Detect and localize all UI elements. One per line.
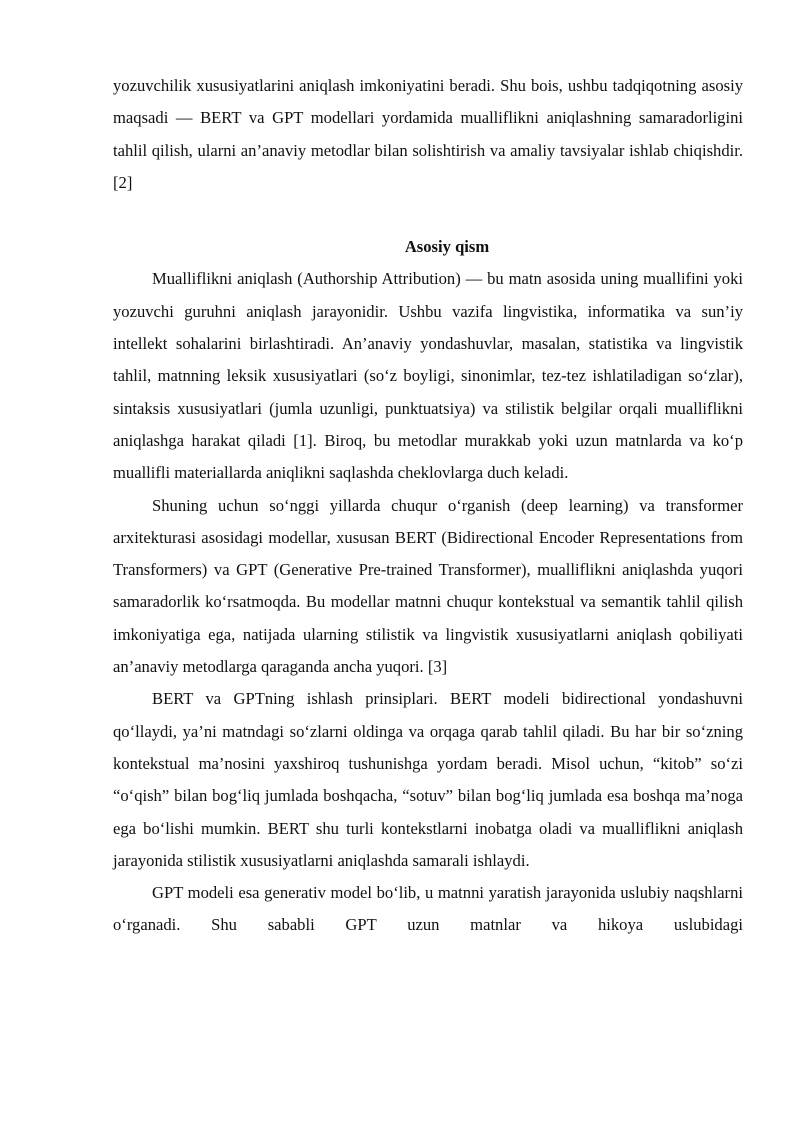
body-paragraph-3: BERT va GPTning ishlash prinsiplari. BERT modeli bidirectional yondashuvni qo‘llaydi, ya’ni matndagi so‘zlarni oldinga va orqaga qarab tahlil qiladi. Bu har bir so‘zning kontekstual ma’nosini yaxshiroq tushunishga yordam beradi. Misol uchun, “kitob” so‘zi “o‘qish” bilan bog‘liq jumlada boshqacha, “sotuv” bilan bog‘liq jumlada esa boshqa ma’noga ega bo‘lishi mumkin. BERT shu turli kontekstlarni inobatga oladi va mualliflikni aniqlash jarayonida stilistik xususiyatlarni aniqlashda samarali ishlaydi. <box>113 689 743 870</box>
body-paragraph-1: Mualliflikni aniqlash (Authorship Attribution) — bu matn asosida uning muallifini yoki yozuvchi guruhni aniqlash jarayonidir. Ushbu vazifa lingvistika, informatika va sun’iy intellekt sohalarini birlashtiradi. An’anaviy yondashuvlar, masalan, statistika va lingvistik tahlil, matnning leksik xususiyatlari (so‘z boyligi, sinonimlar, tez-tez ishlatiladigan so‘zlar), sintaksis xususiyatlari (jumla uzunligi, punktuatsiya) va stilistik belgilar orqali mualliflikni aniqlashga harakat qiladi [1]. Biroq, bu metodlar murakkab yoki uzun matnlarda va ko‘p muallifli materiallarda aniqlikni saqlashda cheklovlarga duch keladi. <box>113 269 743 483</box>
body-paragraph-4: GPT modeli esa generativ model bo‘lib, u matnni yaratish jarayonida uslubiy naqshlarni o‘rganadi. Shu sababli GPT uzun matnlar va hikoya uslubidagi <box>113 883 743 935</box>
document-page <box>113 70 743 942</box>
body-paragraph-2: Shuning uchun so‘nggi yillarda chuqur o‘rganish (deep learning) va transformer arxitekturasi asosidagi modellar, xususan BERT (Bidirectional Encoder Representations from Transformers) va GPT (Generative Pre-trained Transformer), mualliflikni aniqlashda yuqori samaradorlik ko‘rsatmoqda. Bu modellar matnni chuqur kontekstual va semantik tahlil qilish imkoniyatiga ega, natijada ularning stilistik va lingvistik xususiyatlarni aniqlash qobiliyati an’anaviy metodlarga qaraganda ancha yuqori. [3] <box>113 495 743 677</box>
intro-paragraph: yozuvchilik xususiyatlarini aniqlash imkoniyatini beradi. Shu bois, ushbu tadqiqotning asosiy maqsadi — BERT va GPT modellari yordamida mualliflikni aniqlashning samaradorligini tahlil qilish, ularni an’anaviy metodlar bilan solishtirish va amaliy tavsiyalar ishlab chiqishdir. [2] <box>113 76 743 192</box>
paragraph-spacer <box>113 199 743 231</box>
section-heading: Asosiy qism <box>404 237 490 257</box>
